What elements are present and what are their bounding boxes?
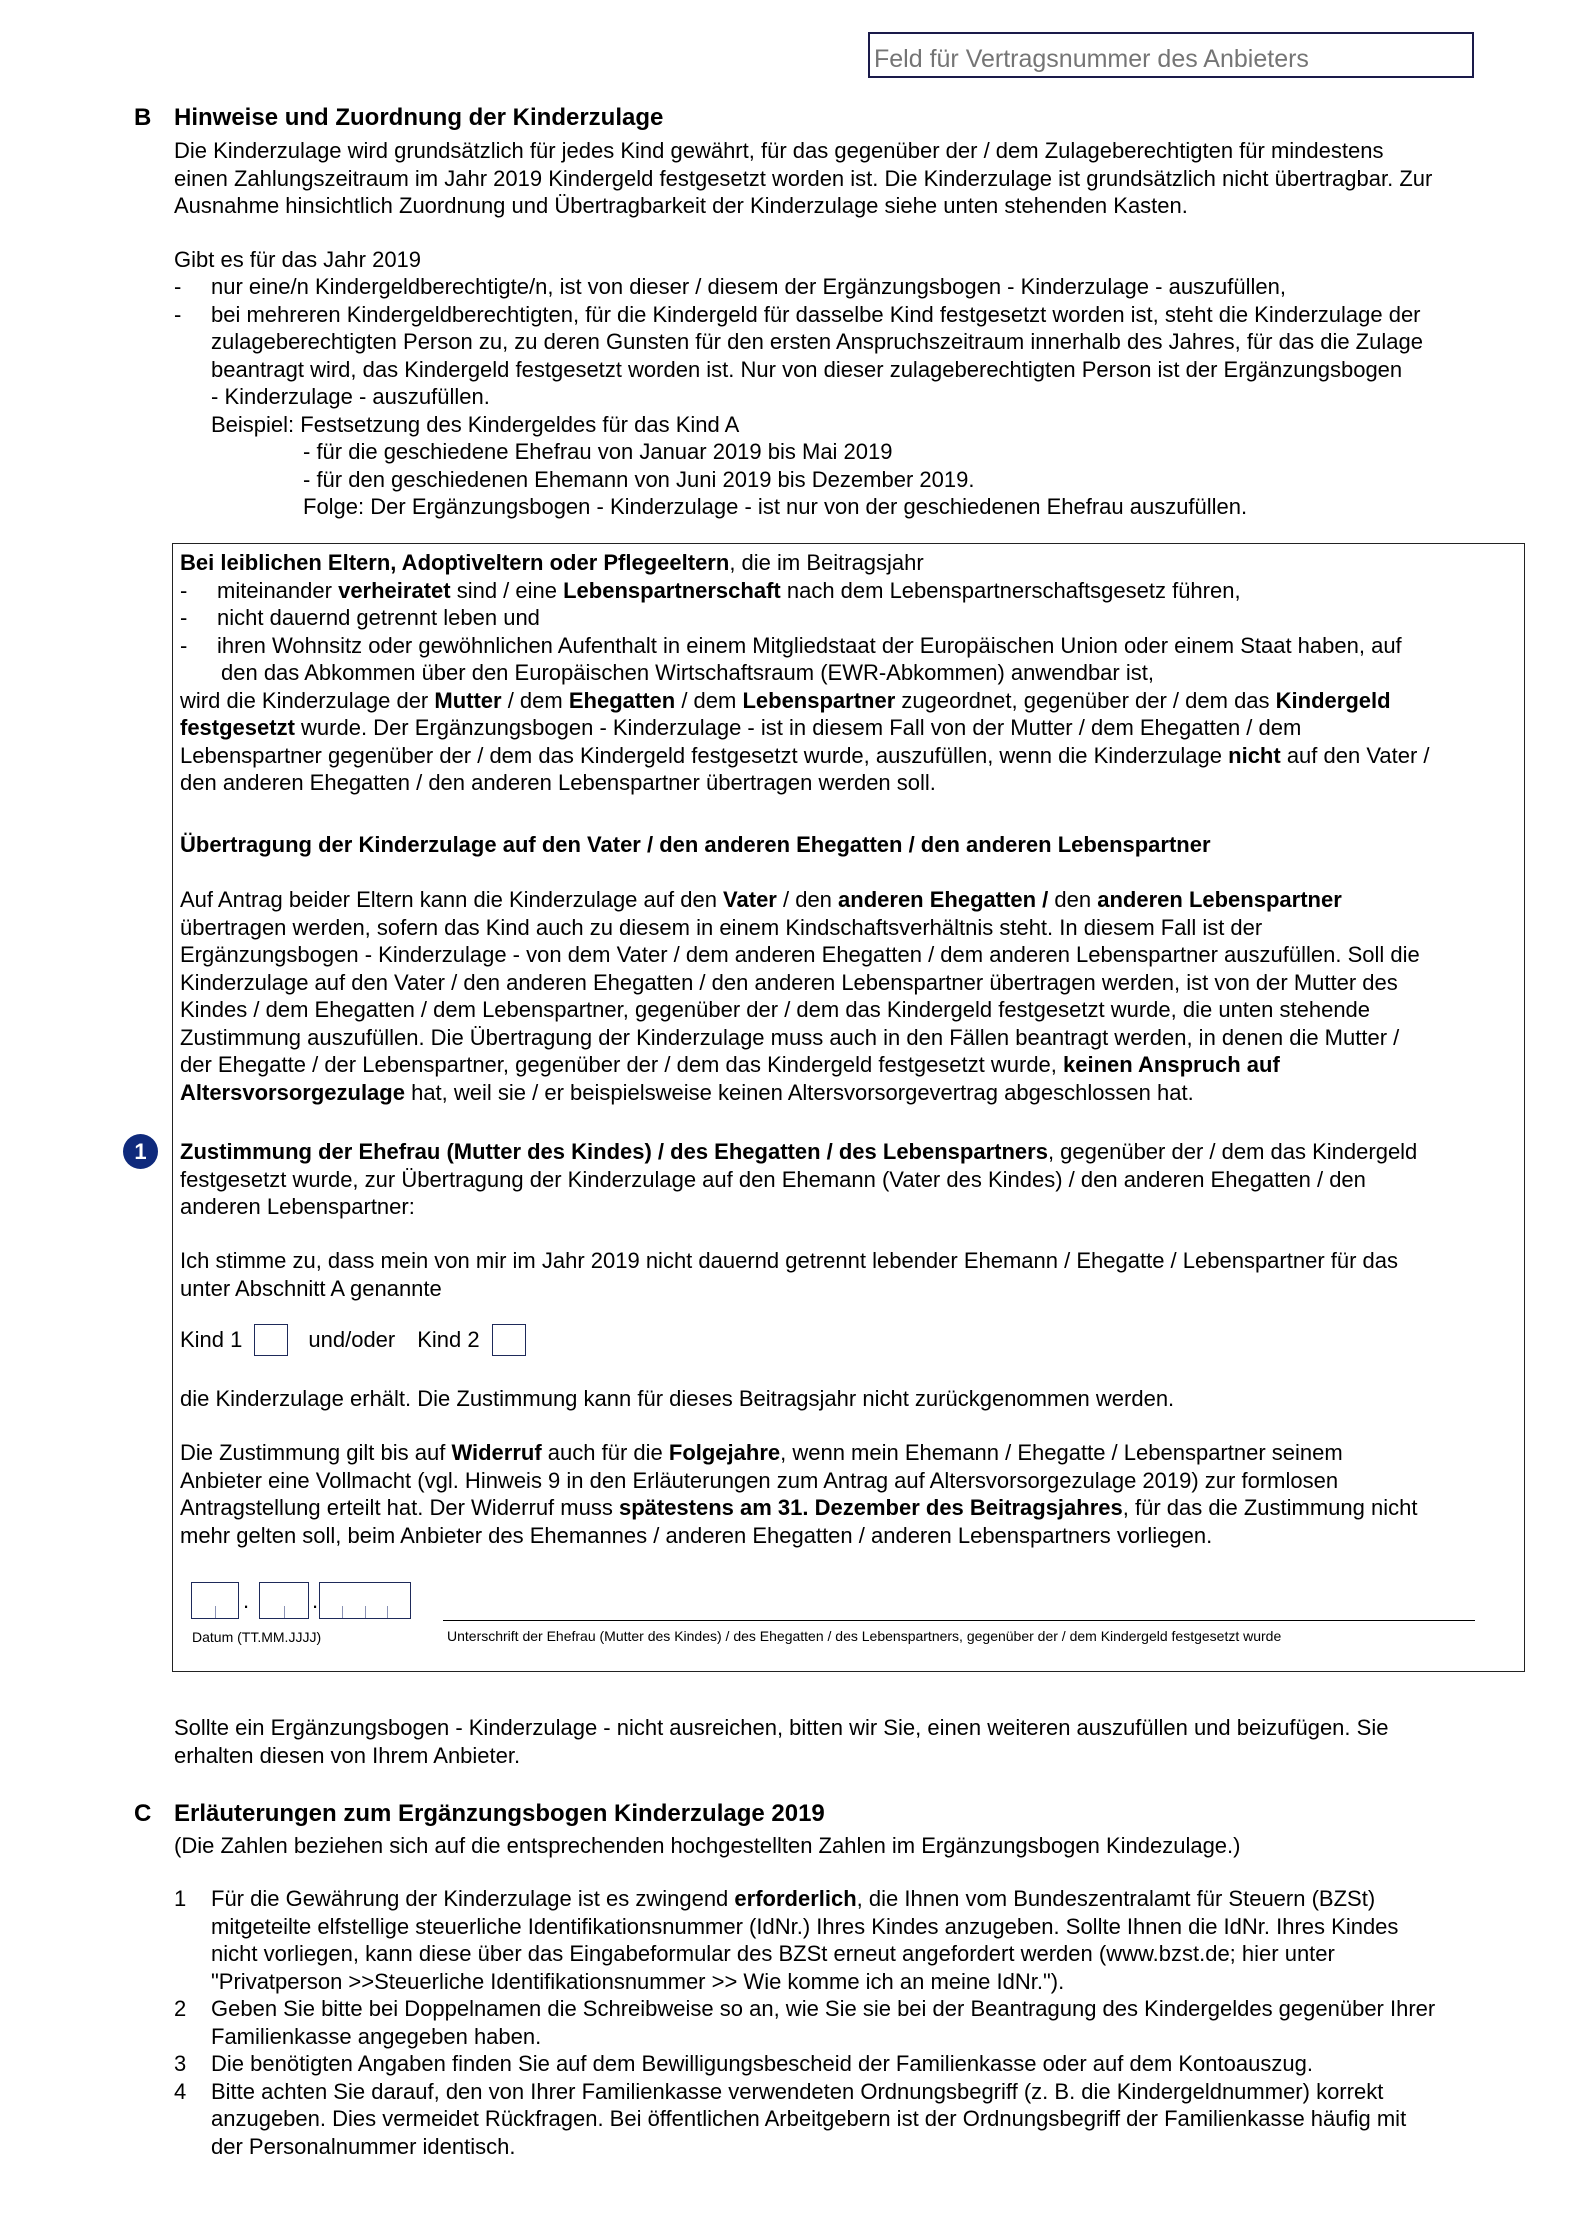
box-line: [180, 1494, 1520, 1522]
bold-text: Lebenspartner: [742, 687, 896, 713]
beispiel-line: Folge: Der Ergänzungsbogen - Kinderzulage - ist nur von der geschiedenen Ehefrau auszufüllen.: [303, 494, 1248, 519]
consent-heading: [180, 1138, 1520, 1221]
section-c-letter: C: [134, 1800, 152, 1827]
date-day-field[interactable]: [191, 1582, 239, 1619]
kind2-checkbox[interactable]: [492, 1324, 526, 1356]
bold-text: Bei leiblichen Eltern, Adoptiveltern oder Pflegeeltern: [180, 550, 730, 575]
bold-text: Kindergeld: [1275, 687, 1391, 713]
bold-text: anderen Ehegatten /: [838, 887, 1049, 912]
contract-number-input[interactable]: [870, 34, 1472, 76]
text: Lebenspartner gegenüber der / dem das Kindergeld festgesetzt wurde, auszufüllen, wenn die Kinderzulage: [180, 742, 1229, 768]
box-line: mehr gelten soll, beim Anbieter des Ehemannes / anderen Ehegatten / anderen Lebenspartners vorliegen.: [180, 1522, 1213, 1548]
box-line: Ich stimme zu, dass mein von mir im Jahr 2019 nicht dauernd getrennt lebender Ehemann / Ehegatte / Lebenspartner für das: [180, 1248, 1399, 1273]
box-line: Ergänzungsbogen - Kinderzulage - von dem Vater / dem anderen Ehegatten / dem anderen Lebenspartner auszufüllen. Soll die: [180, 942, 1420, 967]
box-bullet: [180, 577, 1520, 605]
section-b-letter: B: [134, 104, 152, 131]
box-line: Anbieter eine Vollmacht (vgl. Hinweis 9 in den Erläuterungen zum Antrag auf Altersvorsorgezulage 2019) zur formlosen: [180, 1467, 1339, 1493]
beispiel-line: - für die geschiedene Ehefrau von Januar 2019 bis Mai 2019: [303, 439, 893, 464]
bold-text: Ehegatten: [568, 687, 676, 713]
text: nach dem Lebenspartnerschaftsgesetz führen,: [780, 577, 1241, 603]
bullet-dash: -: [180, 632, 188, 658]
bold-text: festgesetzt: [180, 715, 295, 740]
bold-text: Widerruf: [451, 1440, 542, 1465]
text: / dem: [501, 687, 569, 713]
text: wurde. Der Ergänzungsbogen - Kinderzulage - ist in diesem Fall von der Mutter / dem Ehegatten / dem: [294, 715, 1302, 740]
intro-line: Die Kinderzulage wird grundsätzlich für jedes Kind gewährt, für das gegenüber der / dem Zulageberechtigten für mindestens: [174, 138, 1384, 163]
text: Auf Antrag beider Eltern kann die Kinderzulage auf den: [180, 887, 724, 912]
signature-label: Unterschrift der Ehefrau (Mutter des Kindes) / des Ehegatten / des Lebenspartners, gegenüber der / dem Kindergeld festgesetzt wurde: [447, 1628, 1282, 1644]
text: / den: [776, 887, 839, 912]
box-line: [180, 1051, 1520, 1079]
consent-validity-paragraph: [180, 1439, 1520, 1549]
item-text: Die benötigten Angaben finden Sie auf dem Bewilligungsbescheid der Familienkasse oder auf dem Kontoauszug.: [211, 2051, 1313, 2076]
box-line: festgesetzt wurde, zur Übertragung der Kinderzulage auf den Ehemann (Vater des Kindes) / den anderen Ehegatten / den: [180, 1166, 1366, 1192]
note-line: erhalten diesen von Ihrem Anbieter.: [174, 1742, 521, 1768]
intro-line: Ausnahme hinsichtlich Zuordnung und Übertragbarkeit der Kinderzulage siehe unten stehenden Kasten.: [174, 193, 1188, 218]
bold-text: nicht: [1228, 742, 1281, 768]
item-text: nicht vorliegen, kann diese über das Eingabeformular des BZSt erneut angefordert werden (www.bzst.de; hier unter: [211, 1941, 1335, 1966]
section-c-subtitle: (Die Zahlen beziehen sich auf die entsprechenden hochgestellten Zahlen im Ergänzungsbogen Kindezulage.): [174, 1833, 1241, 1858]
item-number: 1: [174, 1886, 187, 1911]
box-line: [180, 1138, 1520, 1166]
bullet-dash: -: [174, 274, 182, 299]
box-line: Kindes / dem Ehegatten / dem Lebenspartner, gegenüber der / dem das Kindergeld festgesetzt wurde, die unten stehende: [180, 997, 1371, 1022]
box-line: Kinderzulage auf den Vater / den anderen Ehegatten / den anderen Lebenspartner übertragen werden, ist von der Mutter des: [180, 969, 1398, 995]
text: auch für die: [541, 1440, 669, 1465]
bold-text: erforderlich: [734, 1886, 857, 1911]
text: , für das die Zustimmung nicht: [1122, 1495, 1418, 1520]
item-text: der Personalnummer identisch.: [211, 2133, 516, 2159]
bullet-text: beantragt wird, das Kindergeld festgesetzt worden ist. Nur von dieser zulageberechtigten Person ist der Ergänzungsbogen: [211, 356, 1403, 382]
item-text: anzugeben. Dies vermeidet Rückfragen. Bei öffentlichen Arbeitgebern ist der Ordnungsbegriff der Familienkasse häufig mit: [211, 2106, 1407, 2131]
kind1-label: Kind 1: [180, 1327, 243, 1353]
bullet-text: - Kinderzulage - auszufüllen.: [211, 384, 490, 409]
date-label: Datum (TT.MM.JJJJ): [192, 1629, 322, 1645]
bullet-text: den das Abkommen über den Europäischen Wirtschaftsraum (EWR-Abkommen) anwendbar ist,: [221, 660, 1154, 685]
bullet-dash: -: [180, 605, 188, 630]
text: , gegenüber der / dem das Kindergeld: [1047, 1139, 1418, 1164]
text: / dem: [675, 687, 743, 713]
bold-text: Folgejahre: [668, 1440, 781, 1465]
box-line: [180, 1079, 1520, 1107]
gibt-es-text: Gibt es für das Jahr 2019: [174, 247, 422, 272]
undoder-label: und/oder: [308, 1327, 396, 1353]
text: , wenn mein Ehemann / Ehegatte / Lebenspartner seinem: [780, 1440, 1343, 1465]
date-separator: .: [243, 1588, 250, 1613]
box-bullet: [180, 632, 1520, 687]
item-text: Bitte achten Sie darauf, den von Ihrer Familienkasse verwendeten Ordnungsbegriff (z. B. die Kindergeldnummer) korrekt: [211, 2078, 1384, 2104]
item-number: 2: [174, 1996, 187, 2021]
box-line: [180, 549, 1520, 577]
item-text: Familienkasse angegeben haben.: [211, 2023, 542, 2049]
bullet-dash: -: [174, 301, 182, 327]
item-text: "Privatperson >>Steuerliche Identifikationsnummer >> Wie komme ich an meine IdNr.").: [211, 1968, 1065, 1994]
kind2-label: Kind 2: [417, 1327, 480, 1353]
section-c-title: Erläuterungen zum Ergänzungsbogen Kinderzulage 2019: [174, 1800, 825, 1827]
beispiel-lines: [211, 438, 1514, 521]
item-number: 4: [174, 2078, 187, 2104]
text: der Ehegatte / der Lebenspartner, gegenüber der / dem das Kindergeld festgesetzt wurde,: [180, 1052, 1064, 1077]
bold-text: keinen Anspruch auf: [1063, 1052, 1280, 1077]
bullet-text: [217, 577, 1520, 605]
bullet-text: nicht dauernd getrennt leben und: [217, 605, 540, 630]
list-item: [174, 1885, 1514, 1995]
box-line: [180, 1439, 1520, 1467]
bold-text: Zustimmung der Ehefrau (Mutter des Kindes) / des Ehegatten / des Lebenspartners: [180, 1139, 1048, 1164]
list-item: [174, 2050, 1514, 2078]
section-b-bullets: [174, 273, 1514, 521]
bullet-item: [174, 273, 1514, 301]
bullet-dash: -: [180, 577, 188, 603]
bullet-text: bei mehreren Kindergeldberechtigten, für die Kindergeld für dasselbe Kind festgesetzt worden ist, steht die Kinderzulage der: [211, 301, 1421, 327]
item-text: Geben Sie bitte bei Doppelnamen die Schreibweise so an, wie Sie sie bei der Beantragung des Kindergeldes gegenüber Ihrer: [211, 1996, 1436, 2021]
box-line: anderen Lebenspartner:: [180, 1194, 415, 1219]
bold-text: Lebenspartnerschaft: [563, 577, 781, 603]
note-number-badge: 1: [123, 1134, 158, 1169]
text: , die Ihnen vom Bundeszentralamt für Steuern (BZSt): [856, 1886, 1376, 1911]
beispiel-heading: Beispiel: Festsetzung des Kindergeldes für das Kind A: [211, 411, 740, 437]
box-bullet: [180, 604, 1520, 632]
box-line: übertragen werden, sofern das Kind auch zu diesem in einem Kindschaftsverhältnis steht. In diesem Fall ist der: [180, 914, 1263, 940]
bullet-text: zulageberechtigten Person zu, zu deren Gunsten für den ersten Anspruchszeitraum innerhalb des Jahres, für das die Zulage: [211, 329, 1423, 354]
section-b-intro: [174, 137, 1432, 220]
child-selection-row: [180, 1324, 526, 1356]
kind1-checkbox[interactable]: [254, 1324, 288, 1356]
box-line: [180, 714, 1520, 742]
note-line: Sollte ein Ergänzungsbogen - Kinderzulage - nicht ausreichen, bitten wir Sie, einen weiteren auszufüllen und beizufügen. Sie: [174, 1715, 1389, 1740]
beispiel-line: - für den geschiedenen Ehemann von Juni 2019 bis Dezember 2019.: [303, 466, 975, 492]
text: , die im Beitragsjahr: [729, 550, 924, 575]
text: Antragstellung erteilt hat. Der Widerruf muss: [180, 1495, 619, 1520]
consent-irrevocable-text: die Kinderzulage erhält. Die Zustimmung kann für dieses Beitragsjahr nicht zurückgenommen werden.: [180, 1386, 1175, 1411]
intro-line: einen Zahlungszeitraum im Jahr 2019 Kindergeld festgesetzt worden ist. Die Kinderzulage ist grundsätzlich nicht übertragbar. Zur: [174, 165, 1433, 191]
bold-text: Mutter: [434, 687, 502, 713]
bold-text: spätestens am 31. Dezember des Beitragsjahres: [618, 1495, 1123, 1520]
section-b-title: Hinweise und Zuordnung der Kinderzulage: [174, 104, 664, 131]
consent-statement: [180, 1247, 1520, 1302]
text: Die Zustimmung gilt bis auf: [180, 1440, 452, 1465]
box-line: Zustimmung auszufüllen. Die Übertragung der Kinderzulage muss auch in den Fällen beantragt werden, in denen die Mutter /: [180, 1024, 1400, 1050]
box-content: [180, 549, 1520, 797]
box-line: [180, 687, 1520, 715]
date-month-field[interactable]: [259, 1582, 309, 1619]
bold-text: anderen Lebenspartner: [1097, 887, 1342, 912]
box-line: [180, 742, 1520, 770]
bullet-text: ihren Wohnsitz oder gewöhnlichen Aufenthalt in einem Mitgliedstaat der Europäischen Union oder einem Staat haben, auf: [217, 632, 1402, 658]
bold-text: verheiratet: [338, 577, 451, 603]
text: zugeordnet, gegenüber der / dem das: [895, 687, 1276, 713]
box-line: den anderen Ehegatten / den anderen Lebenspartner übertragen werden soll.: [180, 770, 936, 795]
bullet-item: [174, 301, 1514, 521]
list-item: [174, 2078, 1514, 2161]
text: wird die Kinderzulage der: [180, 687, 435, 713]
additional-form-note: [174, 1714, 1514, 1769]
signature-line[interactable]: [443, 1620, 1475, 1621]
bold-text: Vater: [723, 887, 777, 912]
date-year-field[interactable]: [319, 1582, 411, 1619]
text: miteinander: [217, 577, 339, 603]
item-number: 3: [174, 2051, 187, 2076]
contract-number-field[interactable]: [868, 32, 1474, 78]
bold-text: Altersvorsorgezulage: [180, 1079, 405, 1105]
transfer-heading: Übertragung der Kinderzulage auf den Vater / den anderen Ehegatten / den anderen Lebenspartner: [180, 832, 1211, 857]
item-text: [211, 1885, 1514, 1913]
list-item: [174, 1995, 1514, 2050]
text: den: [1048, 887, 1098, 912]
text: Für die Gewährung der Kinderzulage ist es zwingend: [211, 1886, 735, 1911]
transfer-paragraph: [180, 886, 1520, 1106]
item-text: mitgeteilte elfstellige steuerliche Identifikationsnummer (IdNr.) Ihres Kindes anzugeben. Sollte Ihnen die IdNr. Ihres Kindes: [211, 1913, 1399, 1939]
box-line: [180, 886, 1520, 914]
bullet-text: nur eine/n Kindergeldberechtigte/n, ist von dieser / diesem der Ergänzungsbogen - Kinderzulage - auszufüllen,: [211, 274, 1286, 299]
text: hat, weil sie / er beispielsweise keinen Altersvorsorgevertrag abgeschlossen hat.: [404, 1079, 1194, 1105]
explanation-list: [174, 1885, 1514, 2160]
box-line: unter Abschnitt A genannte: [180, 1275, 442, 1301]
date-separator: .: [312, 1588, 319, 1613]
text: auf den Vater /: [1280, 742, 1430, 768]
text: sind / eine: [450, 577, 564, 603]
